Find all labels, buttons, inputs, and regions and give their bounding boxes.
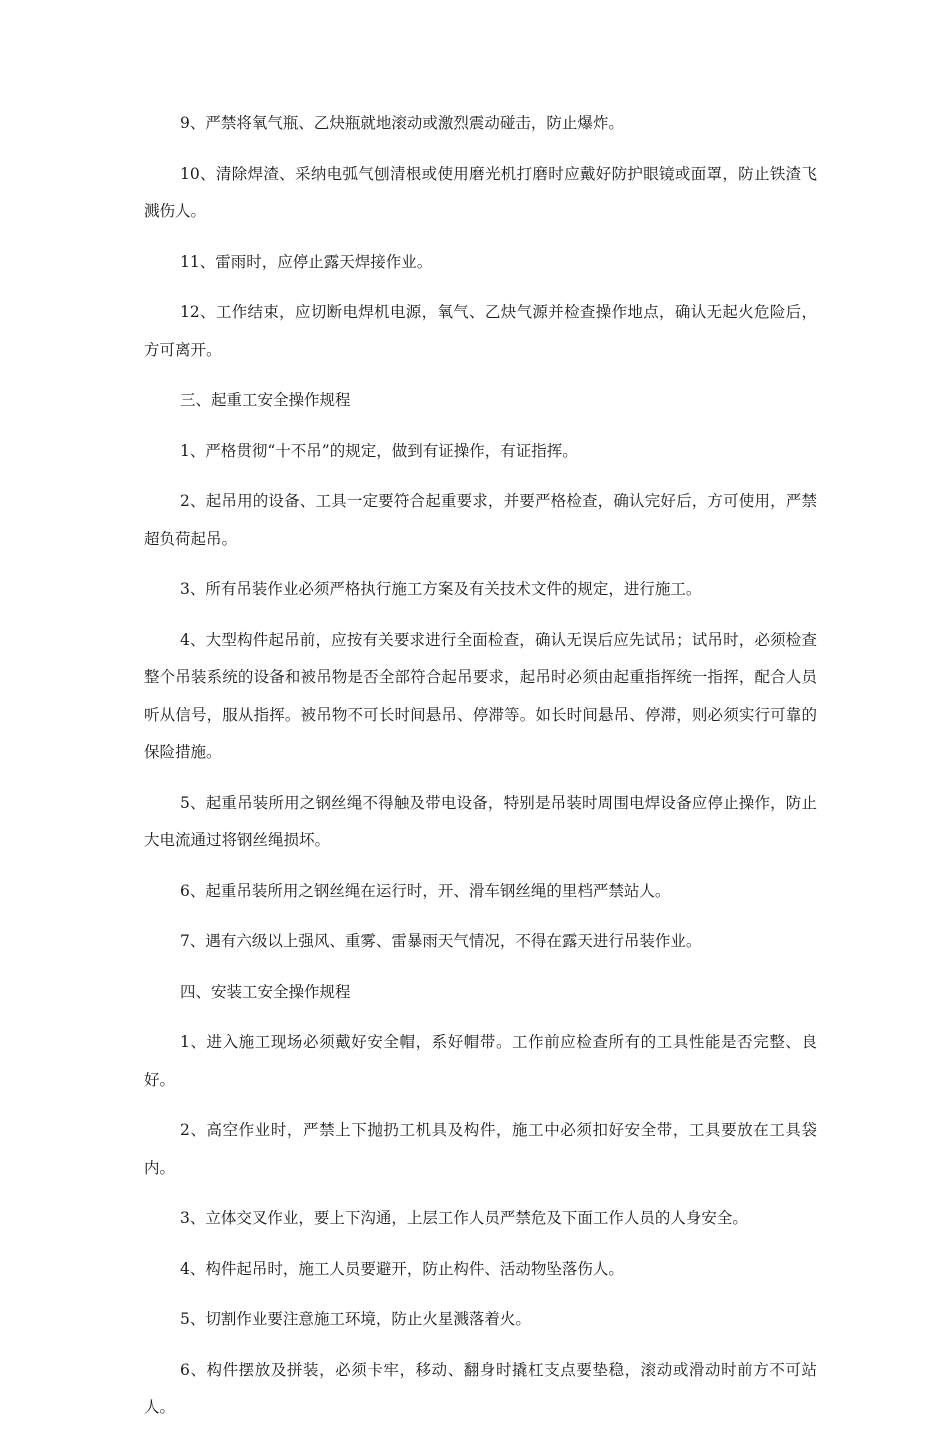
paragraph-welding-11: 11、雷雨时，应停止露天焊接作业。 (180, 252, 433, 271)
paragraph-rigger-2: 2、起吊用的设备、工具一定要符合起重要求，并要严格检查，确认完好后，方可使用，严禁超负荷起吊。 (144, 492, 817, 548)
paragraph-rigger-5: 5、起重吊装所用之钢丝绳不得触及带电设备，特别是吊装时周围电焊设备应停止操作，防止大电流通过将钢丝绳损坏。 (144, 793, 817, 849)
paragraph-rigger-1: 1、严格贯彻“十不吊”的规定，做到有证操作，有证指挥。 (180, 441, 578, 460)
section-heading-rigger: 三、起重工安全操作规程 (180, 391, 351, 409)
paragraph-installer-2: 2、高空作业时，严禁上下抛扔工机具及构件，施工中必须扣好安全带，工具要放在工具袋内。 (144, 1121, 817, 1177)
document-body (144, 105, 817, 1440)
paragraph-installer-6: 6、构件摆放及拼装，必须卡牢，移动、翻身时撬杠支点要垫稳，滚动或滑动时前方不可站人。 (144, 1360, 817, 1416)
paragraph-welding-9: 9、严禁将氧气瓶、乙炔瓶就地滚动或激烈震动碰击，防止爆炸。 (180, 114, 624, 132)
paragraph-welding-12: 12、工作结束，应切断电焊机电源，氧气、乙炔气源并检查操作地点，确认无起火危险后，方可离开。 (144, 303, 817, 359)
paragraph-installer-5: 5、切割作业要注意施工环境，防止火星溅落着火。 (180, 1310, 531, 1328)
paragraph-rigger-6: 6、起重吊装所用之钢丝绳在运行时，开、滑车钢丝绳的里档严禁站人。 (180, 881, 671, 900)
section-heading-installer: 四、安装工安全操作规程 (180, 982, 351, 1001)
paragraph-rigger-3: 3、所有吊装作业必须严格执行施工方案及有关技术文件的规定，进行施工。 (180, 580, 702, 598)
paragraph-rigger-4: 4、大型构件起吊前，应按有关要求进行全面检查，确认无误后应先试吊；试吊时，必须检查整个吊装系统的设备和被吊物是否全部符合起吊要求，起吊时必须由起重指挥统一指挥，配合人员听从信号，服从指挥。被吊物不可长时间悬吊、停滞等。如长时间悬吊、停滞，则必须实行可靠的保险措施。 (144, 630, 817, 761)
paragraph-welding-10: 10、清除焊渣、采纳电弧气刨清根或使用磨光机打磨时应戴好防护眼镜或面罩，防止铁渣飞溅伤人。 (144, 164, 817, 220)
paragraph-installer-4: 4、构件起吊时，施工人员要避开，防止构件、活动物坠落伤人。 (180, 1259, 624, 1278)
paragraph-rigger-7: 7、遇有六级以上强风、重雾、雷暴雨天气情况，不得在露天进行吊装作业。 (180, 932, 702, 950)
paragraph-installer-1: 1、进入施工现场必须戴好安全帽，系好帽带。工作前应检查所有的工具性能是否完整、良好。 (144, 1033, 817, 1089)
paragraph-installer-3: 3、立体交叉作业，要上下沟通，上层工作人员严禁危及下面工作人员的人身安全。 (180, 1209, 748, 1227)
